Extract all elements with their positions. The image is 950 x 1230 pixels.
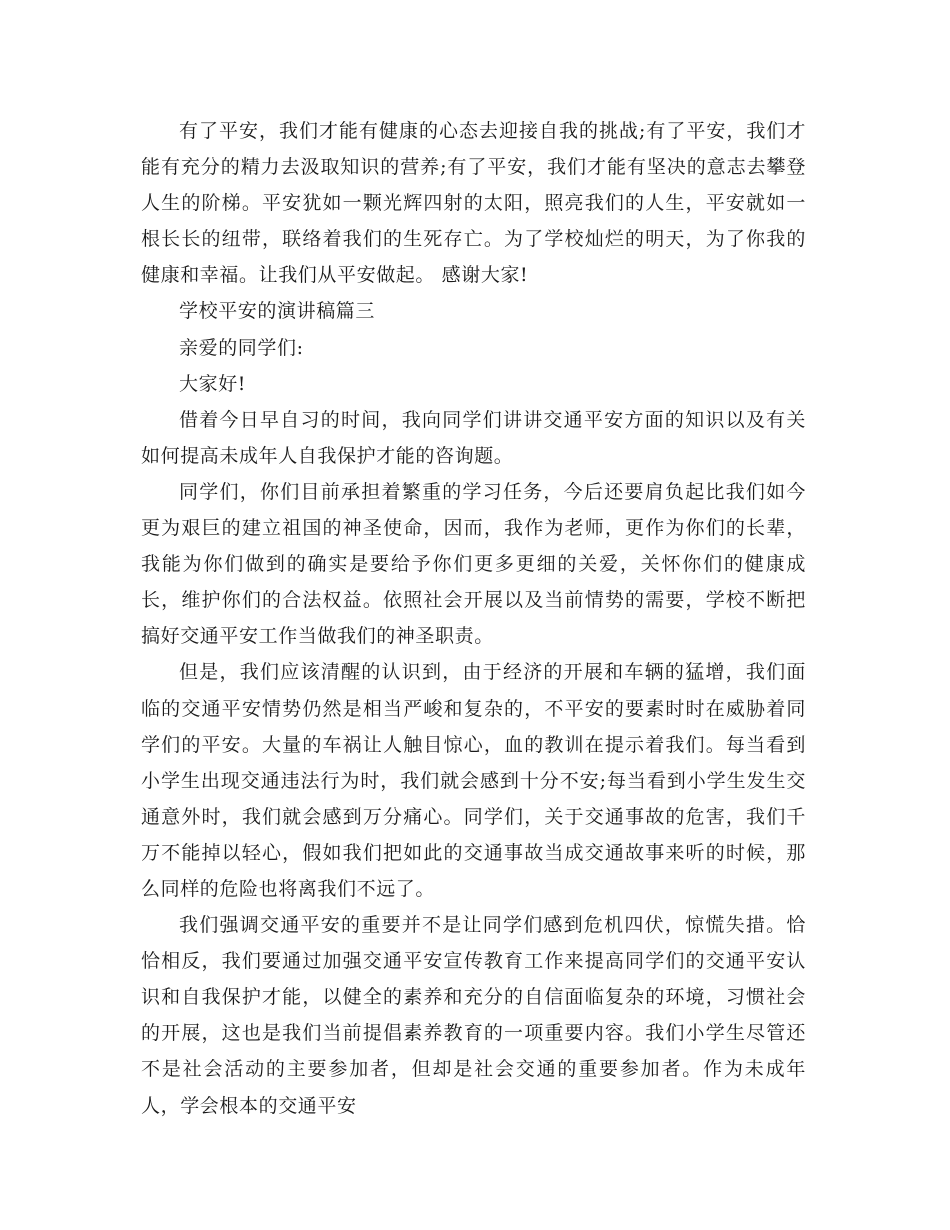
paragraph-safety-education: 我们强调交通平安的重要并不是让同学们感到危机四伏，惊慌失措。恰恰相反，我们要通过加强交通平安宣传教育工作来提高同学们的交通平安认识和自我保护才能，以健全的素养和充分的自信面临复杂的环境，习惯社会的开展，这也是我们当前提倡素养教育的一项重要内容。我们小学生尽管还不是社会活动的主要参加者，但却是社会交通的重要参加者。作为未成年人，学会根本的交通平安 xyxy=(141,914,806,1117)
paragraph-intro: 借着今日早自习的时间，我向同学们讲讲交通平安方面的知识以及有关如何提高未成年人自我保护才能的咨询题。 xyxy=(141,408,806,467)
paragraph-students-mission: 同学们，你们目前承担着繁重的学习任务，今后还要肩负起比我们如今更为艰巨的建立祖国的神圣使命，因而，我作为老师，更作为你们的长辈，我能为你们做到的确实是要给予你们更多更细的关爱，关怀你们的健康成长，维护你们的合法权益。依照社会开展以及当前情势的需要，学校不断把搞好交通平安工作当做我们的神圣职责。 xyxy=(141,480,806,648)
salutation: 亲爱的同学们: xyxy=(179,336,304,359)
document-body xyxy=(141,113,806,1124)
greeting: 大家好! xyxy=(179,372,247,395)
section-heading-speech-three: 学校平安的演讲稿篇三 xyxy=(179,300,376,323)
paragraph-safety-benefits: 有了平安，我们才能有健康的心态去迎接自我的挑战;有了平安，我们才能有充分的精力去汲取知识的营养;有了平安，我们才能有坚决的意志去攀登人生的阶梯。平安犹如一颗光辉四射的太阳，照亮我们的人生，平安就如一根长长的纽带，联络着我们的生死存亡。为了学校灿烂的明天，为了你我的健康和幸福。让我们从平安做起。 感谢大家! xyxy=(141,120,806,287)
paragraph-traffic-situation: 但是，我们应该清醒的认识到，由于经济的开展和车辆的猛增，我们面临的交通平安情势仍然是相当严峻和复杂的，不平安的要素时时在威胁着同学们的平安。大量的车祸让人触目惊心，血的教训在提示着我们。每当看到小学生出现交通违法行为时，我们就会感到十分不安;每当看到小学生发生交通意外时，我们就会感到万分痛心。同学们，关于交通事故的危害，我们千万不能掉以轻心，假如我们把如此的交通事故当成交通故事来听的时候，那么同样的危险也将离我们不远了。 xyxy=(141,661,806,900)
